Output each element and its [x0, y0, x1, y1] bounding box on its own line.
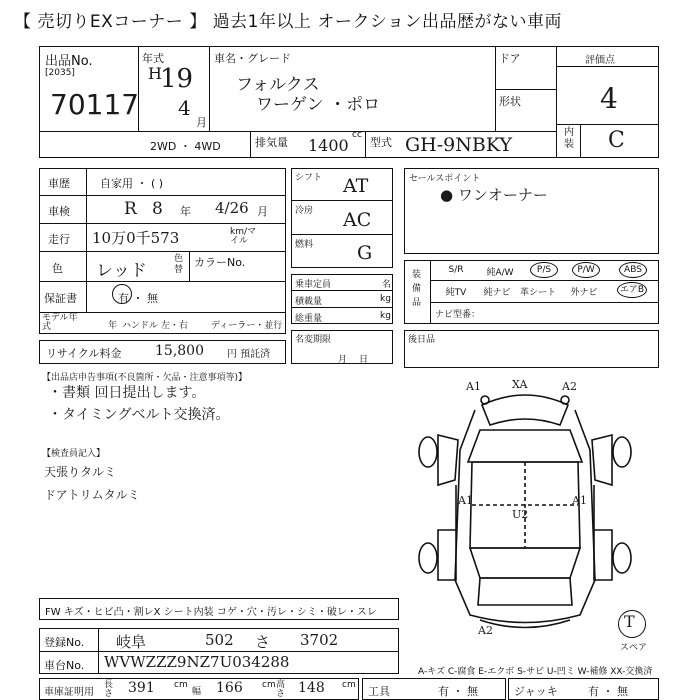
- recycle-value: 15,800: [155, 343, 204, 359]
- inspection-year: 8: [152, 199, 163, 219]
- plate-number: 3702: [300, 631, 339, 649]
- name-line2: ワーゲン ・ポロ: [256, 95, 381, 115]
- plate-class: 502: [205, 631, 234, 649]
- plate-kana: さ: [255, 633, 271, 651]
- handle-label: ハンドル 左・右: [122, 321, 188, 331]
- capacity-label: 乗車定員: [295, 280, 332, 290]
- lot-label: 出品No.: [45, 54, 93, 69]
- notes-line2: ・タイミングベルト交換済。: [48, 407, 230, 423]
- spare-value: T: [624, 612, 635, 631]
- mark-left-side: A1: [458, 494, 473, 507]
- inspection-label: 車検: [48, 205, 70, 218]
- plate-city: 岐阜: [116, 633, 147, 651]
- dealer-label: ディーラー・並行: [211, 321, 283, 331]
- tools-label: 工具: [368, 685, 390, 698]
- name-line1: フォルクス: [236, 75, 320, 95]
- equip-ps: P/S: [530, 262, 558, 278]
- color-value: レッド: [96, 261, 147, 281]
- model-year-unit: 年: [108, 321, 118, 331]
- height-unit: cm: [342, 680, 356, 690]
- inspector-line2: ドアトリムタルミ: [44, 488, 140, 502]
- tools-value: 有 ・ 無: [438, 685, 478, 698]
- drive-label: 2WD ・ 4WD: [150, 140, 221, 153]
- notes-line1: ・書類 回日提出します。: [48, 385, 206, 401]
- notes-label: 【出品店申告事項(不良箇所・欠品・注意事項等)】: [42, 373, 248, 383]
- equip-aw: 純A/W: [486, 268, 514, 278]
- specs-panel: [291, 168, 393, 268]
- cc-unit: cc: [352, 130, 362, 140]
- recycle-label: リサイクル料金: [46, 347, 122, 360]
- fuel-label: 燃料: [295, 240, 314, 250]
- capacity-unit: 名: [382, 280, 392, 290]
- length-label: 長さ: [104, 680, 114, 699]
- page-title: [0, 0, 700, 32]
- mark-roof: U2: [512, 508, 529, 521]
- month-unit: 月: [196, 116, 207, 129]
- length-value: 391: [128, 680, 155, 696]
- interior-value: C: [608, 128, 625, 153]
- mileage-label: 走行: [48, 233, 70, 246]
- warranty-value: 有 ・ 無: [118, 292, 158, 305]
- height-label: 高さ: [276, 680, 286, 699]
- lot-number: 70117: [50, 88, 140, 121]
- color-label: 色: [52, 262, 63, 275]
- model-label: 型式: [370, 136, 392, 149]
- lot-sub: [2035]: [45, 68, 75, 78]
- model-value: GH-9NBKY: [405, 134, 513, 156]
- rear-items-label: 後日品: [408, 335, 436, 345]
- door-label: ドア: [499, 52, 521, 65]
- mark-front-center: XA: [512, 378, 528, 391]
- inspection-date: 4/26: [215, 199, 249, 217]
- chassis-label: 車台No.: [44, 659, 85, 672]
- month-value: 4: [178, 96, 191, 120]
- weight-label: 総重量: [295, 314, 323, 324]
- color-change-label: 色替: [174, 254, 184, 275]
- width-unit: cm: [262, 680, 276, 690]
- sales-point: ● ワンオーナー: [440, 186, 548, 204]
- warranty-label: 保証書: [44, 292, 77, 305]
- navi-label: ナビ型番：: [435, 310, 481, 320]
- sales-label: セールスポイント: [409, 174, 481, 184]
- inspector-label: 【検査員記入】: [42, 449, 106, 459]
- name-label: 車名・グレード: [214, 52, 291, 65]
- score-label: 評価点: [585, 55, 615, 66]
- inspection-r: R: [124, 199, 137, 219]
- plate-label: 登録No.: [44, 636, 85, 649]
- title-text: 【 売切りEXコーナー 】 過去1年以上 オークション出品歴がない車両: [14, 12, 562, 32]
- model-year-label: モデル年式: [42, 313, 78, 332]
- equipment-label: 装備品: [412, 270, 422, 308]
- warranty-circle: [112, 284, 132, 304]
- mark-front-left: A1: [466, 380, 481, 393]
- color-no-label: カラーNo.: [194, 256, 246, 269]
- equip-sr: S/R: [448, 265, 464, 275]
- load-label: 積載量: [295, 297, 323, 307]
- equip-tv: 純TV: [445, 288, 467, 298]
- jack-label: ジャッキ: [514, 685, 558, 698]
- load-unit: kg: [380, 294, 391, 304]
- fuel-value: G: [357, 242, 373, 264]
- jack-value: 有 ・ 無: [588, 685, 628, 698]
- equip-abs: ABS: [619, 262, 647, 278]
- equip-pw: P/W: [572, 262, 600, 278]
- interior-label: 内装: [564, 127, 574, 150]
- width-label: 幅: [192, 687, 202, 697]
- shift-value: AT: [343, 175, 369, 197]
- mileage-value: 10万0千573: [92, 229, 180, 247]
- rear-items-panel: [404, 330, 659, 368]
- width-value: 166: [216, 680, 243, 696]
- inspection-year-unit: 年: [180, 205, 191, 218]
- history-label: 車歴: [48, 177, 70, 190]
- inspection-month-unit: 月: [257, 205, 268, 218]
- equip-ext-navi: 外ナビ: [570, 288, 598, 298]
- year-label: 年式: [142, 52, 164, 65]
- ac-value: AC: [343, 209, 372, 231]
- score-value: 4: [600, 82, 618, 115]
- displacement-value: 1400: [308, 136, 349, 155]
- history-value: 自家用 ・ ( ): [100, 177, 164, 190]
- shift-label: シフト: [295, 173, 323, 183]
- legend-text: A-キズ C-腐食 E-エクボ S-サビ U-凹ミ W-補修 XX-交換済: [418, 667, 653, 677]
- mark-rear: A2: [478, 624, 493, 637]
- ac-label: 冷房: [295, 206, 314, 216]
- equip-leather: 革シート: [519, 288, 556, 298]
- equip-airbag: エアB: [617, 282, 647, 298]
- equip-navi: 純ナビ: [483, 288, 511, 298]
- mileage-unit: km/マイル: [230, 227, 257, 246]
- deadline-label: 名変期限: [295, 335, 332, 345]
- year-era: H: [148, 64, 162, 83]
- weight-unit: kg: [380, 311, 391, 321]
- chassis-value: WVWZZZ9NZ7U034288: [104, 653, 290, 671]
- length-unit: cm: [174, 680, 188, 690]
- displacement-label: 排気量: [255, 136, 288, 149]
- height-value: 148: [298, 680, 325, 696]
- spare-label: スペア: [620, 643, 648, 653]
- shape-label: 形状: [499, 95, 521, 108]
- flags-text: FW キズ・ヒビ凸・割レX シート内装 コゲ・穴・汚レ・シミ・破レ・スレ: [45, 607, 377, 618]
- recycle-unit: 円 預託済: [227, 349, 271, 360]
- inspector-line1: 天張りタルミ: [44, 465, 117, 479]
- mark-right-side: A1: [572, 494, 587, 507]
- mark-front-right: A2: [562, 380, 577, 393]
- cert-label: 車庫証明用: [44, 687, 94, 698]
- year-value: 19: [160, 64, 194, 94]
- deadline-unit: 月日: [338, 355, 381, 365]
